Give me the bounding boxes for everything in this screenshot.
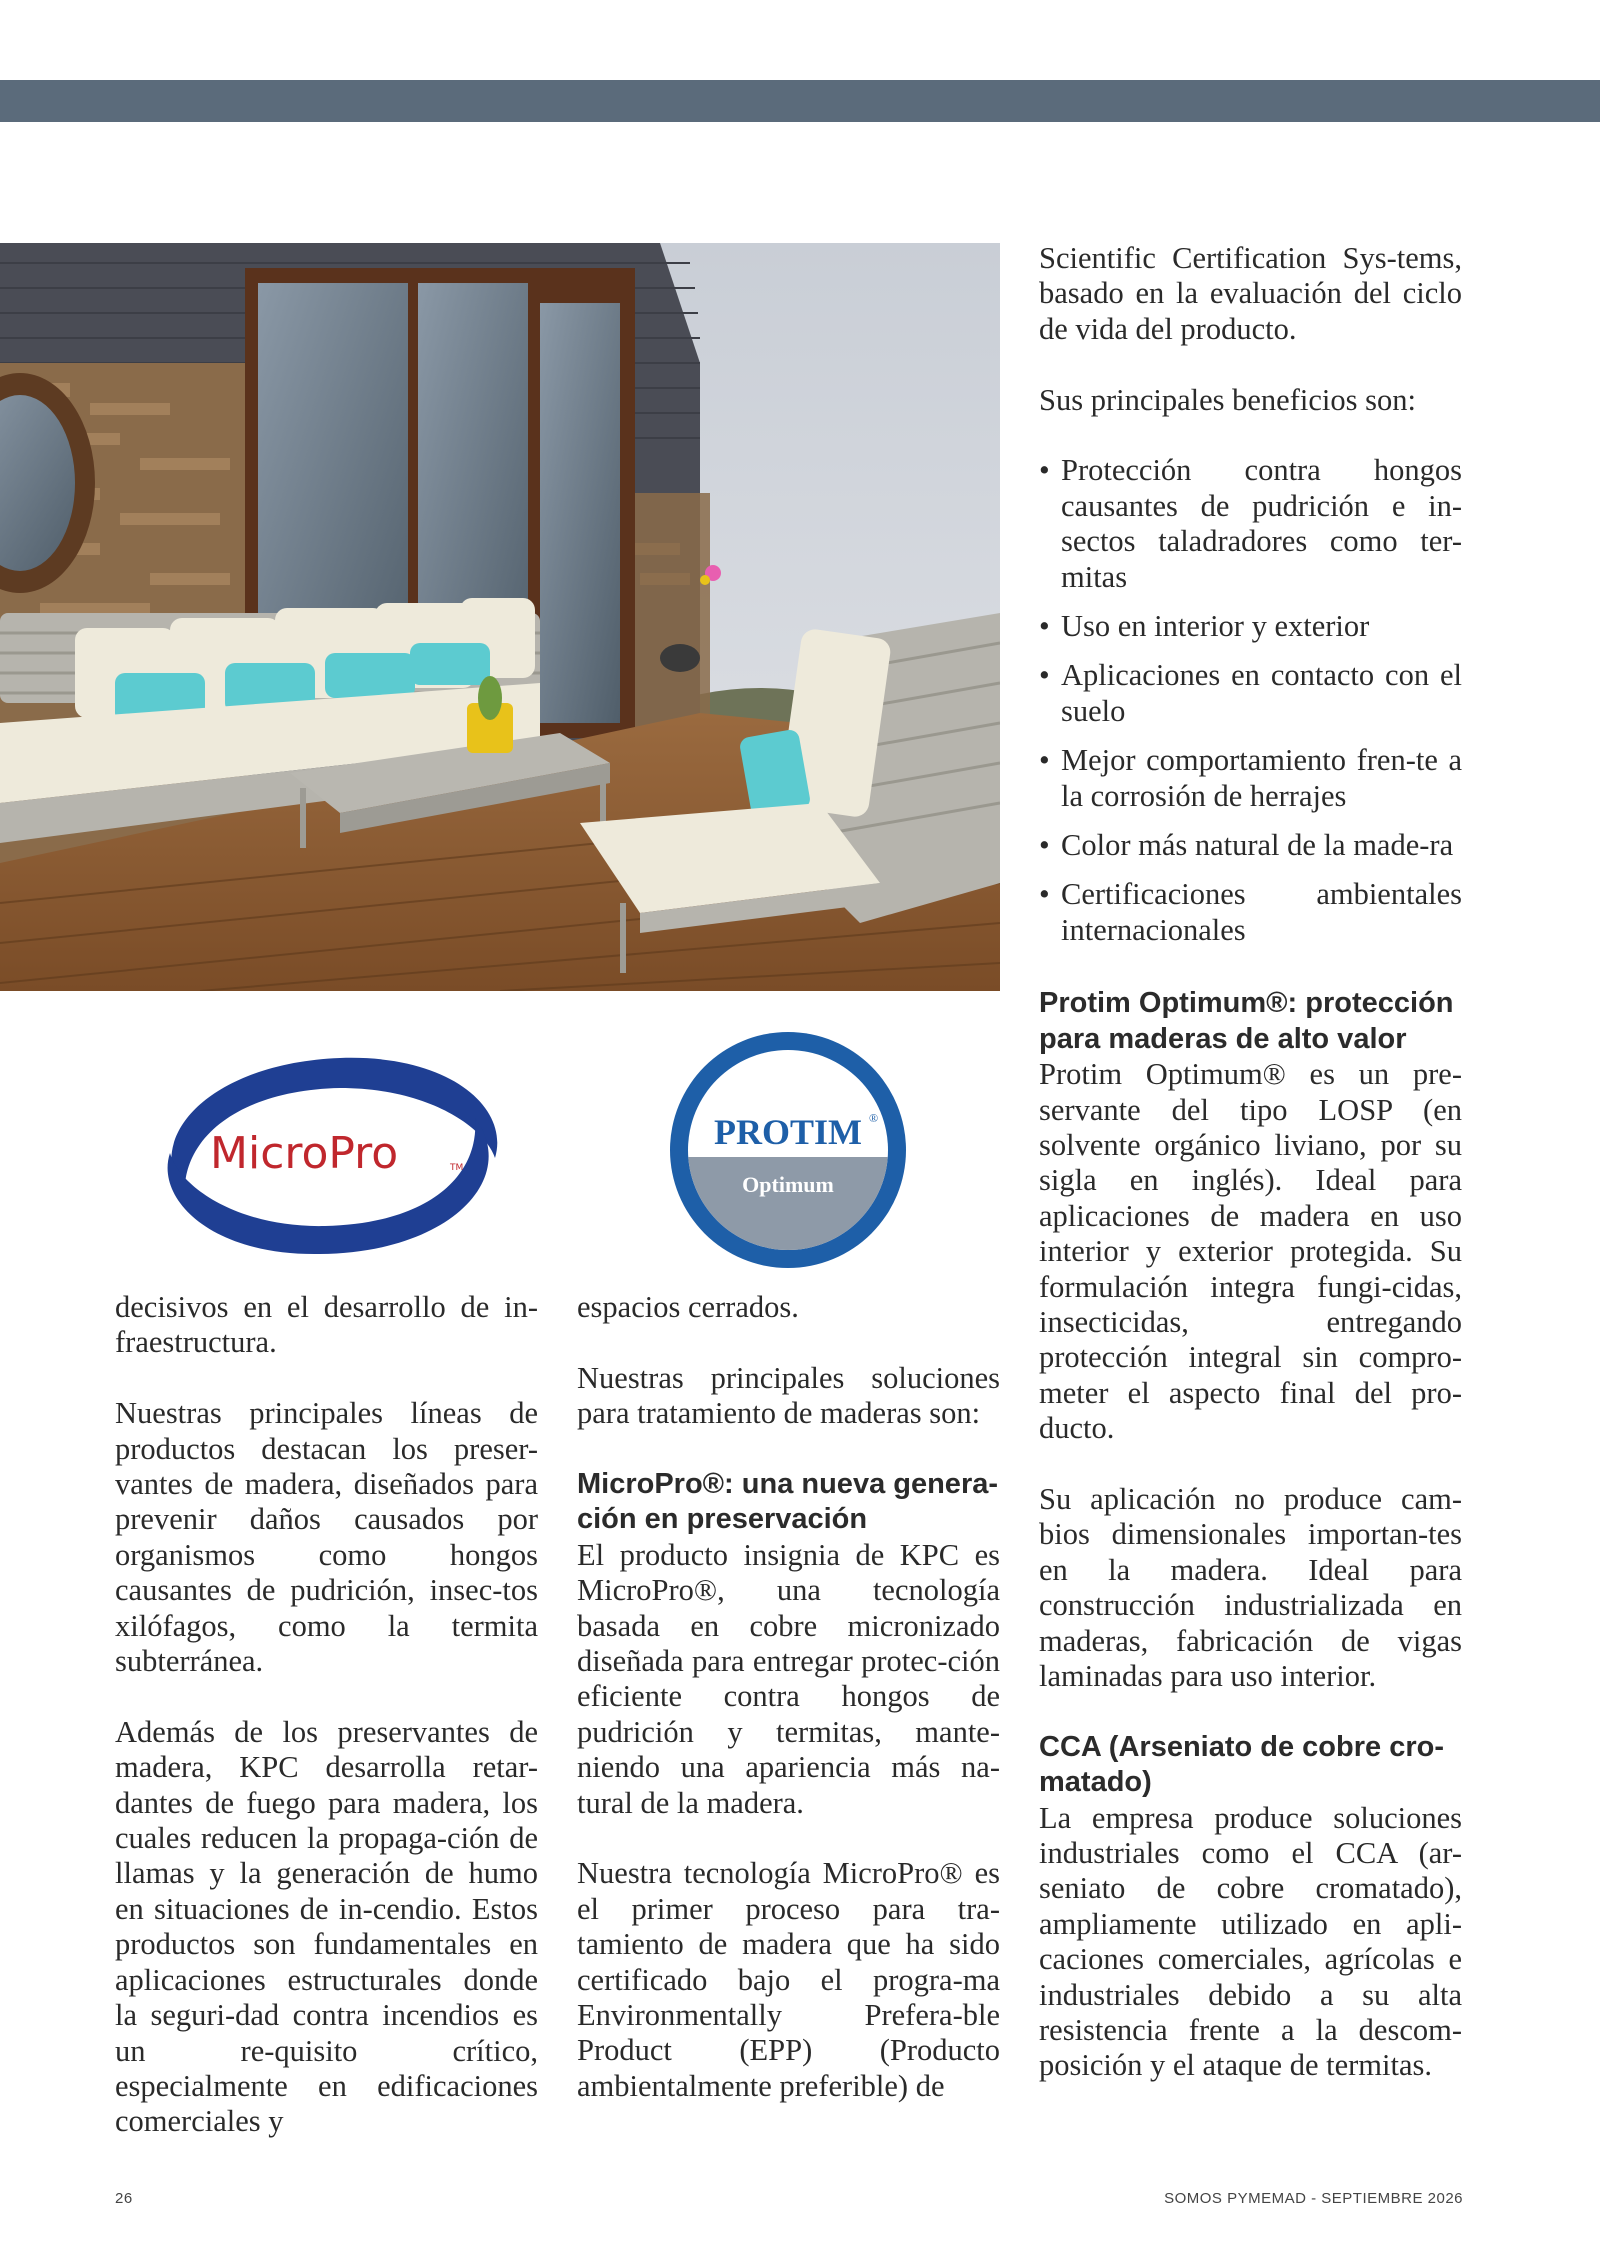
publication-footer: SOMOS PYMEMAD - SEPTIEMBRE 2026: [1164, 2190, 1463, 2207]
paragraph: Sus principales beneficios son:: [1039, 382, 1416, 417]
header-bar: [0, 80, 1600, 122]
list-item: • Uso en interior y exterior: [1039, 609, 1462, 644]
protim-optimum-logo: [668, 1030, 908, 1270]
paragraph: Además de los preservantes de madera, KPC desarrolla retar-dantes de fuego para madera, los cuales reducen la propaga-ción de llamas y la generación de humo en situaciones de in-cendio. Estos productos son fundamentales en aplicaciones estructurales donde la seguri-dad contra incendios es un re-quisito crítico, especialmente en edificaciones comerciales y: [115, 1714, 538, 2139]
cca-section-heading: CCA (Arseniato de cobre cro-matado): [1039, 1730, 1444, 1799]
paragraph: Nuestra tecnología MicroPro® es el primer proceso para tra-tamiento de madera que ha sido certificado bajo el progra-ma Environmentally Prefera-ble Product (EPP) (Producto ambientalmente preferible) de: [577, 1856, 1000, 2103]
paragraph: Scientific Certification Sys-tems, basado en la evaluación del ciclo de vida del producto.: [1039, 241, 1462, 346]
paragraph: Nuestras principales líneas de productos destacan los preser-vantes de madera, diseñados para prevenir daños causados por organismos como hongos causantes de pudrición, insec-tos xilófagos, como la termita subterránea.: [115, 1396, 538, 1679]
protim-optimum-label: Optimum: [742, 1172, 834, 1197]
list-item: • Certificaciones ambientales internacionales: [1039, 877, 1462, 948]
micropro-section-heading: MicroPro®: una nueva genera-ción en preservación: [577, 1468, 999, 1536]
micropro-wordmark: MicroPro: [210, 1128, 399, 1179]
paragraph: Nuestras principales soluciones para tratamiento de maderas son:: [577, 1360, 1000, 1431]
text-column-1: [115, 1290, 538, 2140]
protim-section-heading: Protim Optimum®: protección para maderas de alto valor: [1039, 987, 1454, 1055]
text-column-2: [577, 1290, 1000, 2104]
list-item: • Protección contra hongos causantes de pudrición e in-sectos taladradores como ter-mitas: [1039, 453, 1462, 595]
list-item: • Mejor comportamiento fren-te a la corrosión de herrajes: [1039, 743, 1462, 814]
list-item: • Aplicaciones en contacto con el suelo: [1039, 658, 1462, 729]
paragraph: La empresa produce soluciones industriales como el CCA (ar-seniato de cobre cromatado), ampliamente utilizado en apli-caciones comerciales, agrícolas e industriales debido a su alta resistencia frente a la descom-posición y el ataque de termitas.: [1039, 1800, 1462, 2083]
text-column-3: [1039, 241, 1462, 2084]
list-item: • Color más natural de la made-ra: [1039, 828, 1462, 863]
page-number: 26: [115, 2190, 133, 2207]
benefits-list: [1039, 453, 1462, 948]
protim-registered: ®: [869, 1111, 879, 1125]
paragraph: Su aplicación no produce cam-bios dimensionales importan-tes en la madera. Ideal para construcción industrializada en maderas, fabricación de vigas laminadas para uso interior.: [1039, 1481, 1462, 1693]
paragraph: Protim Optimum® es un pre-servante del tipo LOSP (en solvente orgánico liviano, por su sigla en inglés). Ideal para aplicaciones de madera en uso interior y exterior protegida. Su formulación integra fungi-cidas, insecticidas, entregando protección integral sin compro-meter el aspecto final del pro-ducto.: [1039, 1057, 1462, 1446]
paragraph: espacios cerrados.: [577, 1290, 799, 1324]
micropro-trademark: TM: [450, 1163, 464, 1173]
paragraph: El producto insignia de KPC es MicroPro®, una tecnología basada en cobre micronizado diseñada para entregar protec-ción eficiente contra hongos de pudrición y termitas, mante-niendo una apariencia más na-tural de la madera.: [577, 1537, 1000, 1820]
protim-wordmark: PROTIM: [714, 1112, 862, 1152]
micropro-logo: [150, 1048, 510, 1264]
deck-furniture-photo: [0, 243, 1000, 991]
paragraph: decisivos en el desarrollo de in-fraestructura.: [115, 1290, 538, 1360]
